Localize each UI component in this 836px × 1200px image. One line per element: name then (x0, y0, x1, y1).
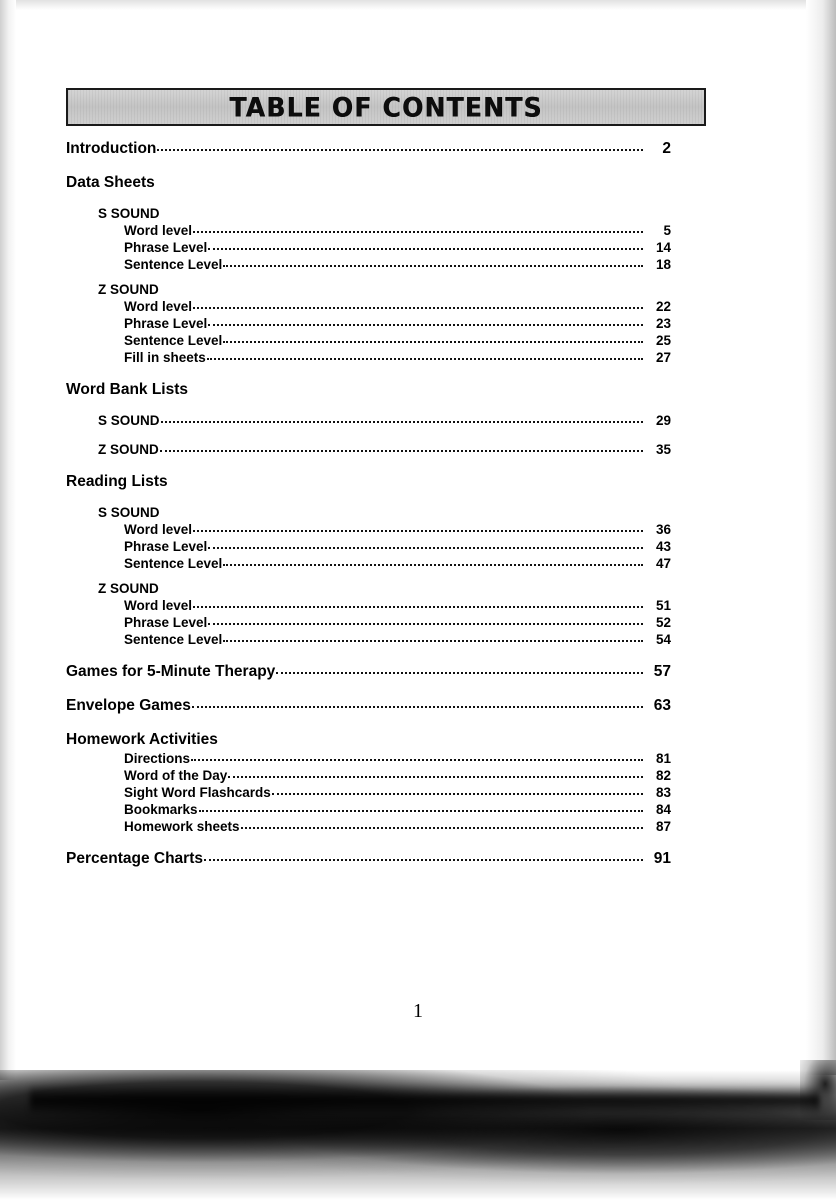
toc-entry[interactable] (66, 556, 671, 571)
toc-entry[interactable] (66, 442, 671, 457)
toc-entry[interactable] (66, 663, 671, 681)
toc-leader-dots (193, 231, 643, 233)
toc-entry-page: 35 (655, 442, 671, 457)
toc-entry-label: Phrase Level (124, 615, 208, 630)
toc-entry-label: Sentence Level (124, 333, 223, 348)
toc-entry-label: Word level (124, 522, 193, 537)
toc-entry-label: Z SOUND (98, 282, 159, 297)
toc-entry[interactable] (66, 819, 671, 834)
toc-leader-dots (191, 759, 643, 761)
toc-leader-dots (204, 859, 643, 861)
toc-entry-page: 57 (653, 663, 671, 680)
toc-entry[interactable] (66, 731, 671, 749)
toc-leader-dots (193, 307, 643, 309)
toc-entry-page: 23 (655, 316, 671, 331)
toc-entry-label: Sight Word Flashcards (124, 785, 271, 800)
toc-entry[interactable] (66, 333, 671, 348)
scan-corner-shadow (800, 1060, 836, 1120)
page-number: 1 (413, 1000, 423, 1022)
table-of-contents-header-inner (72, 93, 700, 121)
toc-leader-dots (157, 149, 643, 151)
toc-leader-dots (208, 324, 643, 326)
toc-entry[interactable] (66, 282, 671, 297)
toc-entry-label: Z SOUND (98, 442, 159, 457)
toc-entry-label: Sentence Level (124, 632, 223, 647)
toc-entry-page: 36 (655, 522, 671, 537)
toc-entry-label: Word Bank Lists (66, 381, 189, 398)
toc-entry-page: 82 (655, 768, 671, 783)
toc-leader-dots (276, 672, 643, 674)
table-of-contents-list (66, 140, 671, 868)
toc-entry[interactable] (66, 632, 671, 647)
toc-entry-label: Word level (124, 223, 193, 238)
toc-leader-dots (223, 564, 643, 566)
toc-leader-dots (208, 248, 643, 250)
toc-entry[interactable] (66, 257, 671, 272)
toc-leader-dots (193, 530, 643, 532)
toc-entry-page: 83 (655, 785, 671, 800)
toc-entry[interactable] (66, 299, 671, 314)
toc-entry-page: 87 (655, 819, 671, 834)
page-top-edge (0, 0, 836, 10)
toc-leader-dots (161, 421, 643, 423)
toc-entry-label: Phrase Level (124, 240, 208, 255)
toc-entry-label: Introduction (66, 140, 157, 157)
toc-leader-dots (207, 358, 643, 360)
toc-entry-label: Sentence Level (124, 556, 223, 571)
toc-entry-label: S SOUND (98, 413, 160, 428)
toc-leader-dots (208, 623, 643, 625)
toc-leader-dots (228, 776, 643, 778)
toc-entry-page: 84 (655, 802, 671, 817)
table-of-contents-header (66, 88, 706, 126)
toc-entry-page: 22 (655, 299, 671, 314)
toc-entry[interactable] (66, 413, 671, 428)
toc-entry-page: 52 (655, 615, 671, 630)
toc-entry-label: Games for 5-Minute Therapy (66, 663, 276, 680)
toc-entry[interactable] (66, 223, 671, 238)
toc-entry[interactable] (66, 850, 671, 868)
toc-leader-dots (193, 606, 643, 608)
toc-entry-page: 47 (655, 556, 671, 571)
toc-entry[interactable] (66, 802, 671, 817)
toc-leader-dots (272, 793, 643, 795)
toc-entry-page: 91 (653, 850, 671, 867)
toc-entry[interactable] (66, 316, 671, 331)
toc-entry-label: S SOUND (98, 206, 160, 221)
toc-entry-page: 54 (655, 632, 671, 647)
toc-entry[interactable] (66, 615, 671, 630)
toc-entry-label: Sentence Level (124, 257, 223, 272)
toc-entry[interactable] (66, 240, 671, 255)
toc-entry[interactable] (66, 785, 671, 800)
scan-bottom-shadow-core (30, 1085, 820, 1113)
toc-entry-page: 5 (663, 223, 671, 238)
toc-leader-dots (241, 827, 643, 829)
toc-entry-page: 51 (655, 598, 671, 613)
toc-entry[interactable] (66, 697, 671, 715)
toc-entry-label: Phrase Level (124, 539, 208, 554)
toc-entry[interactable] (66, 140, 671, 158)
toc-entry-label: S SOUND (98, 505, 160, 520)
toc-entry-page: 29 (655, 413, 671, 428)
toc-entry[interactable] (66, 174, 671, 192)
page-title: TABLE OF CONTENTS (229, 91, 543, 123)
toc-entry-label: Word of the Day (124, 768, 228, 783)
toc-entry[interactable] (66, 522, 671, 537)
toc-entry[interactable] (66, 768, 671, 783)
toc-entry-page: 27 (655, 350, 671, 365)
toc-entry[interactable] (66, 473, 671, 491)
toc-entry[interactable] (66, 598, 671, 613)
page-left-edge (0, 0, 16, 1080)
toc-leader-dots (192, 706, 643, 708)
toc-leader-dots (223, 341, 643, 343)
toc-entry-label: Reading Lists (66, 473, 168, 490)
toc-entry-page: 14 (655, 240, 671, 255)
toc-entry[interactable] (66, 350, 671, 365)
toc-entry-label: Directions (124, 751, 191, 766)
toc-entry-label: Fill in sheets (124, 350, 206, 365)
toc-entry-page: 43 (655, 539, 671, 554)
toc-entry[interactable] (66, 381, 671, 399)
page-right-edge (806, 0, 836, 1075)
toc-entry-label: Word level (124, 299, 193, 314)
toc-entry[interactable] (66, 751, 671, 766)
toc-entry-label: Homework Activities (66, 731, 218, 748)
toc-entry-label: Envelope Games (66, 697, 191, 714)
toc-entry[interactable] (66, 206, 671, 221)
toc-entry-label: Bookmarks (124, 802, 198, 817)
toc-leader-dots (160, 450, 643, 452)
toc-leader-dots (199, 810, 643, 812)
toc-entry-label: Word level (124, 598, 193, 613)
toc-entry[interactable] (66, 505, 671, 520)
toc-entry-label: Z SOUND (98, 581, 159, 596)
toc-entry-label: Phrase Level (124, 316, 208, 331)
toc-entry[interactable] (66, 539, 671, 554)
toc-entry[interactable] (66, 581, 671, 596)
toc-entry-page: 81 (655, 751, 671, 766)
toc-leader-dots (208, 547, 643, 549)
toc-entry-page: 63 (653, 697, 671, 714)
toc-entry-label: Data Sheets (66, 174, 155, 191)
toc-entry-label: Homework sheets (124, 819, 240, 834)
toc-entry-page: 18 (655, 257, 671, 272)
toc-entry-page: 2 (662, 140, 671, 157)
toc-entry-page: 25 (655, 333, 671, 348)
toc-entry-label: Percentage Charts (66, 850, 203, 867)
toc-leader-dots (223, 640, 643, 642)
toc-leader-dots (223, 265, 643, 267)
